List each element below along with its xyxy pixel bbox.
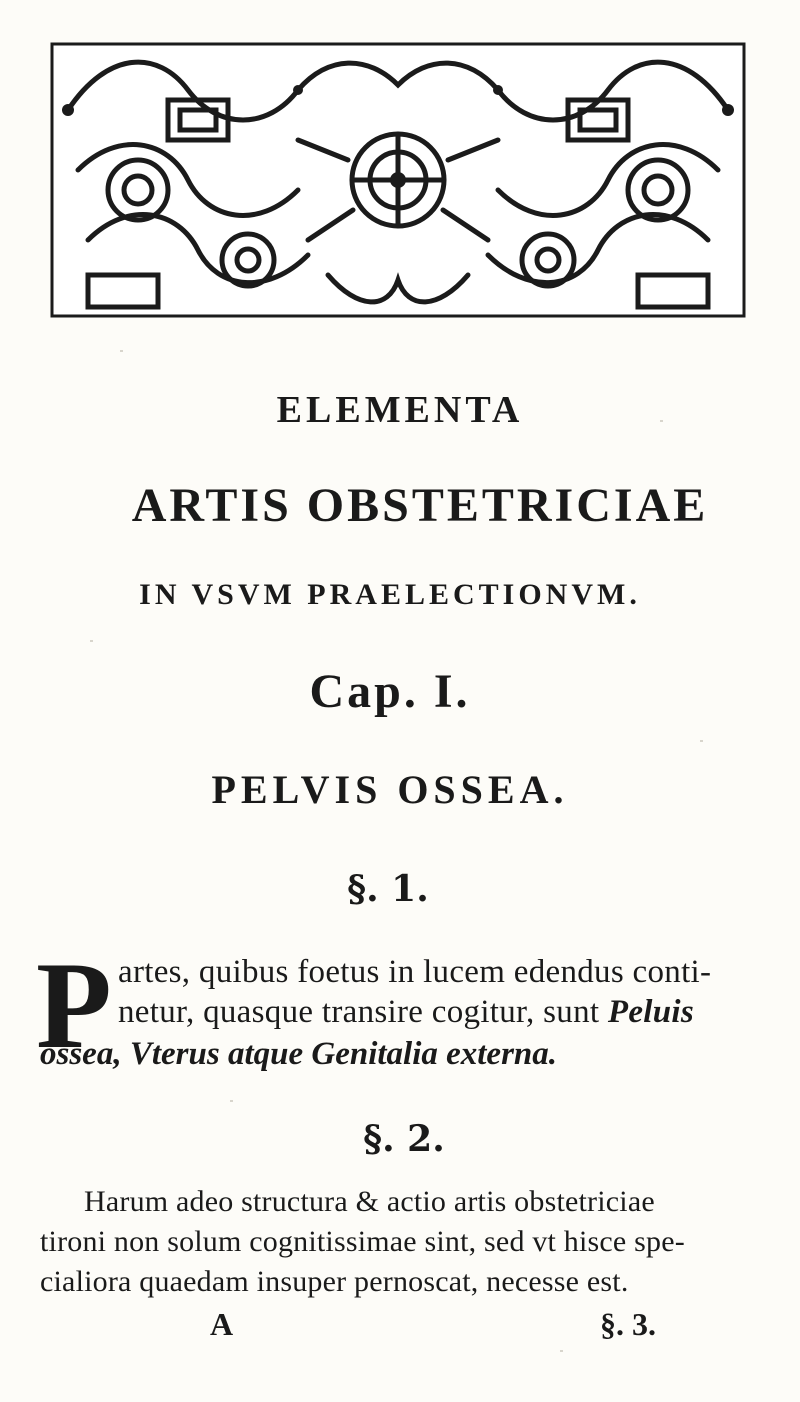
- print-speck: [120, 350, 123, 352]
- section-mark-1: §. 1.: [347, 868, 429, 910]
- paragraph1-line3: ossea, Vterus atque Genitalia externa.: [40, 1036, 558, 1072]
- title-elementa: ELEMENTA: [276, 389, 524, 431]
- paragraph1-line2-italic: Peluis: [607, 994, 695, 1030]
- section-mark-2: §. 2.: [363, 1118, 445, 1160]
- catchword: §. 3.: [600, 1306, 656, 1342]
- chapter-title: PELVIS OSSEA.: [211, 767, 569, 812]
- drop-capital: P: [36, 937, 112, 1074]
- print-speck: [90, 640, 93, 642]
- print-speck: [560, 1350, 563, 1352]
- paragraph2-line1: Harum adeo structura & actio artis obstetriciae: [84, 1185, 655, 1218]
- title-artis-obstetriciae: ARTIS OBSTETRICIAE: [131, 479, 709, 532]
- headpiece-ornament: [48, 40, 748, 325]
- print-speck: [230, 1100, 233, 1102]
- chapter-heading: Cap. I.: [309, 665, 471, 718]
- paragraph2-line2: tironi non solum cognitissimae sint, sed vt hisce spe-: [40, 1225, 685, 1258]
- paragraph1-line1: artes, quibus foetus in lucem edendus conti-: [118, 954, 712, 990]
- paragraph1-line2: [118, 992, 694, 1032]
- signature-mark: A: [210, 1306, 234, 1342]
- print-speck: [700, 740, 703, 742]
- paragraph1-line2-text: netur, quasque transire cogitur, sunt: [118, 994, 608, 1030]
- paragraph2-line3: cialiora quaedam insuper pernoscat, necesse est.: [40, 1265, 629, 1298]
- title-in-vsvm: IN VSVM PRAELECTIONVM.: [139, 578, 641, 611]
- print-speck: [660, 420, 663, 422]
